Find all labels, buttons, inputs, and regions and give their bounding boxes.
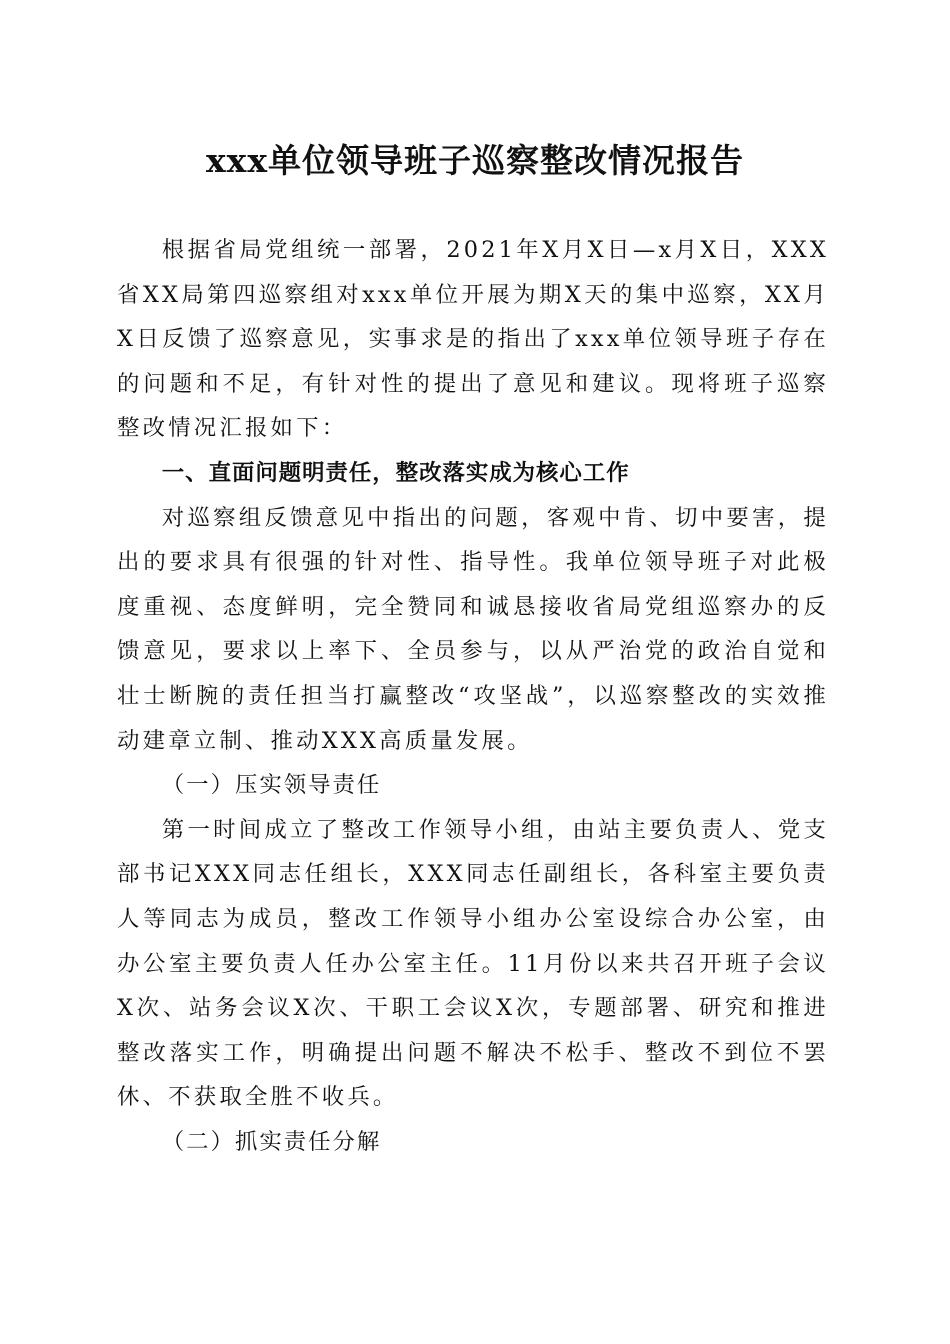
document-title: xxx单位领导班子巡察整改情况报告 (205, 141, 745, 180)
subsection-1-paragraph: 第一时间成立了整改工作领导小组，由站主要负责人、党支部书记XXX同志任组长，XXX同志任副组长，各科室主要负责人等同志为成员，整改工作领导小组办公室设综合办公室，由办公室主要负责人任办公室主任。11月份以来共召开班子会议X次、站务会议X次、干职工会议X次，专题部署、研究和推进整改落实工作，明确提出问题不解决不松手、整改不到位不罢休、不获取全胜不收兵。 (117, 816, 829, 1111)
section-1-paragraph: 对巡察组反馈意见中指出的问题，客观中肯、切中要害，提出的要求具有很强的针对性、指导性。我单位领导班子对此极度重视、态度鲜明，完全赞同和诚恳接收省局党组巡察办的反馈意见，要求以上率下、全员参与，以从严治党的政治自觉和壮士断腕的责任担当打赢整改“攻坚战”，以巡察整改的实效推动建章立制、推动XXX高质量发展。 (117, 504, 829, 754)
subsection-1-heading: （一）压实领导责任 (161, 772, 382, 799)
subsection-2-heading: （二）抓实责任分解 (161, 1128, 382, 1155)
section-1-heading: 一、直面问题明责任，整改落实成为核心工作 (161, 459, 630, 486)
intro-paragraph: 根据省局党组统一部署，2021年X月X日—x月X日，XXX省XX局第四巡察组对xxx单位开展为期X天的集中巡察，XX月X日反馈了巡察意见，实事求是的指出了xxx单位领导班子存在的问题和不足，有针对性的提出了意见和建议。现将班子巡察整改情况汇报如下： (117, 237, 829, 442)
document-body (117, 228, 829, 1164)
